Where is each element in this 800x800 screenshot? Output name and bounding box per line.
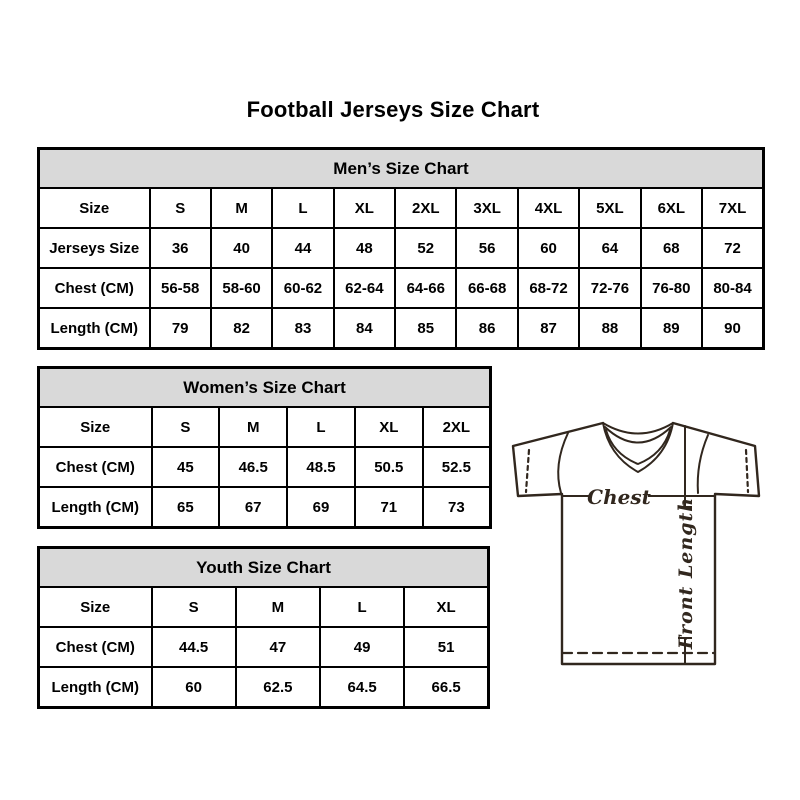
value-cell: S [152, 587, 236, 627]
value-cell: 50.5 [355, 447, 423, 487]
table-row [39, 308, 764, 349]
value-cell: 4XL [518, 188, 579, 228]
value-cell: 56-58 [150, 268, 211, 308]
left-armhole-seam [558, 433, 568, 493]
table-title-row [39, 548, 489, 588]
value-cell: 7XL [702, 188, 763, 228]
value-cell: 46.5 [219, 447, 287, 487]
table-row [39, 587, 489, 627]
row-label-cell: Jerseys Size [39, 228, 150, 268]
value-cell: 85 [395, 308, 456, 349]
row-label-cell: Chest (CM) [39, 447, 152, 487]
row-label-cell: Length (CM) [39, 667, 152, 708]
value-cell: L [287, 407, 355, 447]
value-cell: 84 [334, 308, 395, 349]
value-cell: 5XL [579, 188, 640, 228]
jersey-outline [513, 423, 759, 664]
value-cell: 52.5 [423, 447, 491, 487]
value-cell: 52 [395, 228, 456, 268]
value-cell: 60 [518, 228, 579, 268]
value-cell: XL [404, 587, 488, 627]
value-cell: 49 [320, 627, 404, 667]
value-cell: 60 [152, 667, 236, 708]
value-cell: 44.5 [152, 627, 236, 667]
value-cell: 67 [219, 487, 287, 528]
value-cell: 47 [236, 627, 320, 667]
value-cell: S [152, 407, 220, 447]
table-row [39, 447, 491, 487]
mens-size-table [37, 147, 765, 350]
value-cell: 2XL [423, 407, 491, 447]
value-cell: S [150, 188, 211, 228]
value-cell: 64 [579, 228, 640, 268]
jersey-measurement-diagram [505, 408, 767, 666]
womens-size-table [37, 366, 492, 529]
value-cell: 64.5 [320, 667, 404, 708]
row-label-cell: Size [39, 407, 152, 447]
mens-table-title: Men’s Size Chart [39, 149, 764, 189]
table-row [39, 487, 491, 528]
value-cell: 51 [404, 627, 488, 667]
value-cell: 40 [211, 228, 272, 268]
value-cell: 48 [334, 228, 395, 268]
value-cell: 72 [702, 228, 763, 268]
value-cell: 3XL [456, 188, 517, 228]
value-cell: 89 [641, 308, 702, 349]
page-title: Football Jerseys Size Chart [246, 97, 540, 122]
table-row [39, 627, 489, 667]
value-cell: 45 [152, 447, 220, 487]
value-cell: 82 [211, 308, 272, 349]
value-cell: 62-64 [334, 268, 395, 308]
table-title-row [39, 149, 764, 189]
value-cell: 76-80 [641, 268, 702, 308]
value-cell: M [236, 587, 320, 627]
value-cell: 62.5 [236, 667, 320, 708]
value-cell: L [272, 188, 333, 228]
row-label-cell: Size [39, 188, 150, 228]
value-cell: XL [355, 407, 423, 447]
value-cell: 65 [152, 487, 220, 528]
value-cell: 6XL [641, 188, 702, 228]
row-label-cell: Length (CM) [39, 308, 150, 349]
value-cell: 88 [579, 308, 640, 349]
table-row [39, 268, 764, 308]
row-label-cell: Chest (CM) [39, 268, 150, 308]
value-cell: 58-60 [211, 268, 272, 308]
table-row [39, 228, 764, 268]
row-label-cell: Chest (CM) [39, 627, 152, 667]
row-label-cell: Length (CM) [39, 487, 152, 528]
value-cell: 66.5 [404, 667, 488, 708]
value-cell: 83 [272, 308, 333, 349]
value-cell: 56 [456, 228, 517, 268]
table-title-row [39, 368, 491, 408]
value-cell: 90 [702, 308, 763, 349]
value-cell: 69 [287, 487, 355, 528]
youth-table-title: Youth Size Chart [39, 548, 489, 588]
value-cell: 64-66 [395, 268, 456, 308]
youth-size-table [37, 546, 490, 709]
value-cell: 80-84 [702, 268, 763, 308]
womens-table-title: Women’s Size Chart [39, 368, 491, 408]
value-cell: 71 [355, 487, 423, 528]
table-row [39, 407, 491, 447]
value-cell: 72-76 [579, 268, 640, 308]
value-cell: 86 [456, 308, 517, 349]
value-cell: 66-68 [456, 268, 517, 308]
value-cell: L [320, 587, 404, 627]
value-cell: 44 [272, 228, 333, 268]
table-row [39, 667, 489, 708]
left-cuff-dashed-line [526, 450, 529, 492]
value-cell: M [219, 407, 287, 447]
right-cuff-dashed-line [746, 450, 748, 492]
value-cell: 87 [518, 308, 579, 349]
value-cell: 73 [423, 487, 491, 528]
value-cell: 48.5 [287, 447, 355, 487]
value-cell: M [211, 188, 272, 228]
table-row [39, 188, 764, 228]
value-cell: XL [334, 188, 395, 228]
value-cell: 60-62 [272, 268, 333, 308]
jersey-collar [603, 423, 673, 472]
row-label-cell: Size [39, 587, 152, 627]
value-cell: 36 [150, 228, 211, 268]
value-cell: 68 [641, 228, 702, 268]
right-armhole-seam [698, 435, 708, 493]
chest-label: Chest [587, 485, 651, 509]
value-cell: 2XL [395, 188, 456, 228]
front-length-label: Front Length [675, 496, 697, 650]
value-cell: 68-72 [518, 268, 579, 308]
value-cell: 79 [150, 308, 211, 349]
